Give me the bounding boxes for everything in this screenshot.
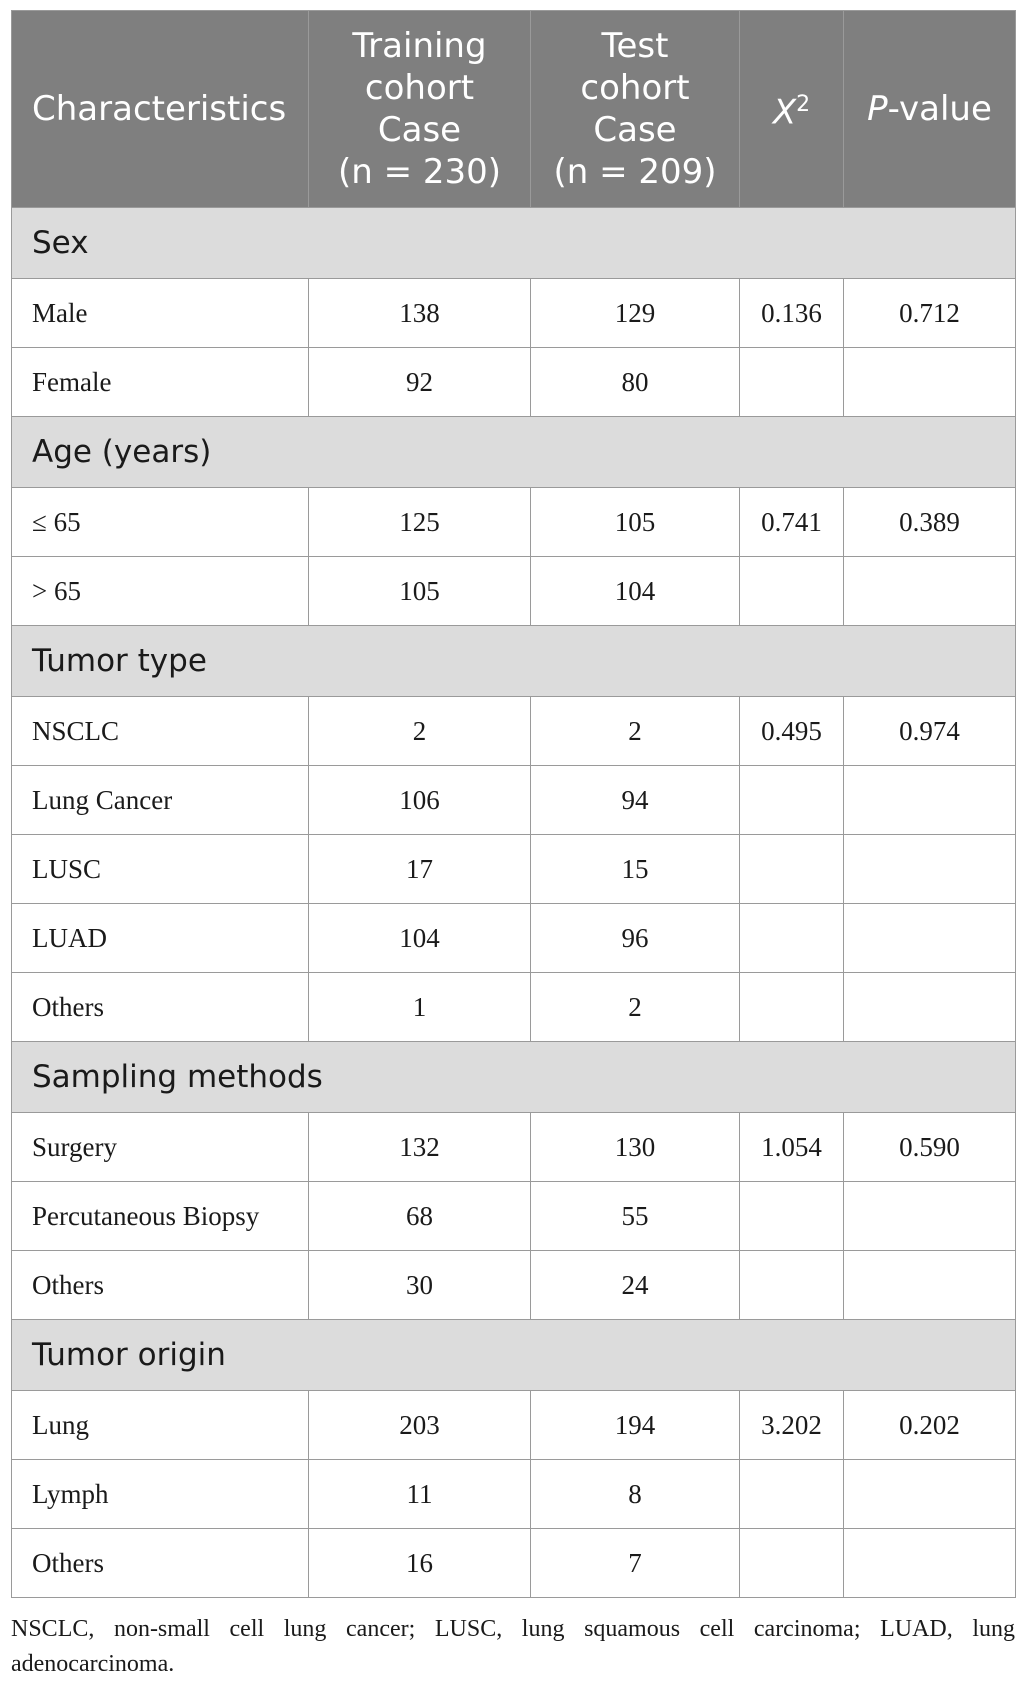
chi-square-value xyxy=(740,1182,844,1251)
table-row xyxy=(12,973,1016,1042)
table-row xyxy=(12,1460,1016,1529)
header-test-line: Test xyxy=(601,26,669,66)
test-count: 104 xyxy=(531,557,740,626)
table-row xyxy=(12,1251,1016,1320)
test-count: 194 xyxy=(531,1391,740,1460)
test-count: 130 xyxy=(531,1113,740,1182)
header-test-line: Case xyxy=(593,110,677,150)
p-value: 0.590 xyxy=(844,1113,1016,1182)
table-body xyxy=(12,208,1016,1598)
table-row xyxy=(12,1391,1016,1460)
test-count: 55 xyxy=(531,1182,740,1251)
test-count: 105 xyxy=(531,488,740,557)
row-label: Lung Cancer xyxy=(12,766,309,835)
test-count: 94 xyxy=(531,766,740,835)
section-row xyxy=(12,1042,1016,1113)
row-label: Male xyxy=(12,279,309,348)
table-row xyxy=(12,1529,1016,1598)
p-value xyxy=(844,1460,1016,1529)
header-test-line: cohort xyxy=(580,68,690,108)
training-count: 132 xyxy=(309,1113,531,1182)
chi-square-value xyxy=(740,1529,844,1598)
table-row xyxy=(12,766,1016,835)
table-row xyxy=(12,1182,1016,1251)
header-row xyxy=(12,11,1016,208)
p-value xyxy=(844,904,1016,973)
section-row xyxy=(12,208,1016,279)
test-count: 80 xyxy=(531,348,740,417)
training-count: 2 xyxy=(309,697,531,766)
section-row xyxy=(12,1320,1016,1391)
training-count: 1 xyxy=(309,973,531,1042)
test-count: 7 xyxy=(531,1529,740,1598)
section-row xyxy=(12,417,1016,488)
p-value xyxy=(844,973,1016,1042)
chi-superscript: 2 xyxy=(796,92,811,118)
training-count: 138 xyxy=(309,279,531,348)
row-label: Others xyxy=(12,1529,309,1598)
header-training-cohort xyxy=(309,11,531,208)
test-count: 129 xyxy=(531,279,740,348)
test-count: 96 xyxy=(531,904,740,973)
header-characteristics: Characteristics xyxy=(12,11,309,208)
p-value xyxy=(844,835,1016,904)
training-count: 125 xyxy=(309,488,531,557)
row-label: LUSC xyxy=(12,835,309,904)
row-label: Others xyxy=(12,973,309,1042)
test-count: 8 xyxy=(531,1460,740,1529)
p-value xyxy=(844,766,1016,835)
header-p-value xyxy=(844,11,1016,208)
chi-square-value: 1.054 xyxy=(740,1113,844,1182)
p-value: 0.974 xyxy=(844,697,1016,766)
training-count: 17 xyxy=(309,835,531,904)
table-row xyxy=(12,697,1016,766)
p-suffix: -value xyxy=(887,89,992,129)
p-value: 0.202 xyxy=(844,1391,1016,1460)
training-count: 106 xyxy=(309,766,531,835)
characteristics-table xyxy=(11,10,1016,1598)
section-title: Age (years) xyxy=(12,417,1016,488)
table-row xyxy=(12,904,1016,973)
chi-symbol: X xyxy=(772,92,797,133)
table-footnote: NSCLC, non-small cell lung cancer; LUSC, lung squamous cell carcinoma; LUAD, lung adenocarcinoma. xyxy=(11,1616,1015,1677)
section-title: Tumor type xyxy=(12,626,1016,697)
section-title: Tumor origin xyxy=(12,1320,1016,1391)
chi-square-value xyxy=(740,835,844,904)
chi-square-value: 3.202 xyxy=(740,1391,844,1460)
chi-square-value: 0.741 xyxy=(740,488,844,557)
chi-square-value xyxy=(740,348,844,417)
p-value: 0.712 xyxy=(844,279,1016,348)
header-training-line: cohort xyxy=(364,68,475,108)
row-label: LUAD xyxy=(12,904,309,973)
chi-square-value xyxy=(740,1460,844,1529)
test-count: 15 xyxy=(531,835,740,904)
chi-square-value xyxy=(740,973,844,1042)
training-count: 105 xyxy=(309,557,531,626)
test-count: 24 xyxy=(531,1251,740,1320)
p-value xyxy=(844,348,1016,417)
training-count: 92 xyxy=(309,348,531,417)
test-count: 2 xyxy=(531,697,740,766)
row-label: Surgery xyxy=(12,1113,309,1182)
table-row xyxy=(12,835,1016,904)
row-label: Lymph xyxy=(12,1460,309,1529)
section-title: Sampling methods xyxy=(12,1042,1016,1113)
row-label: ≤ 65 xyxy=(12,488,309,557)
section-title: Sex xyxy=(12,208,1016,279)
chi-square-value xyxy=(740,904,844,973)
table-row xyxy=(12,1113,1016,1182)
test-count: 2 xyxy=(531,973,740,1042)
p-value xyxy=(844,1251,1016,1320)
p-value xyxy=(844,557,1016,626)
chi-square-value: 0.136 xyxy=(740,279,844,348)
training-count: 203 xyxy=(309,1391,531,1460)
row-label: Lung xyxy=(12,1391,309,1460)
training-count: 68 xyxy=(309,1182,531,1251)
chi-square-value xyxy=(740,557,844,626)
header-test-line: (n = 209) xyxy=(553,152,717,192)
header-training-line: Case xyxy=(377,110,462,150)
p-value: 0.389 xyxy=(844,488,1016,557)
training-count: 30 xyxy=(309,1251,531,1320)
row-label: Others xyxy=(12,1251,309,1320)
p-value xyxy=(844,1182,1016,1251)
table-container xyxy=(11,10,1015,1598)
row-label: Percutaneous Biopsy xyxy=(12,1182,309,1251)
training-count: 16 xyxy=(309,1529,531,1598)
row-label: NSCLC xyxy=(12,697,309,766)
header-chi-square xyxy=(740,11,844,208)
chi-square-value xyxy=(740,766,844,835)
table-row xyxy=(12,488,1016,557)
row-label: > 65 xyxy=(12,557,309,626)
table-row xyxy=(12,557,1016,626)
p-symbol: P xyxy=(867,89,888,129)
chi-square-value xyxy=(740,1251,844,1320)
chi-square-value: 0.495 xyxy=(740,697,844,766)
training-count: 11 xyxy=(309,1460,531,1529)
header-test-cohort xyxy=(531,11,740,208)
section-row xyxy=(12,626,1016,697)
row-label: Female xyxy=(12,348,309,417)
table-row xyxy=(12,348,1016,417)
header-training-line: Training xyxy=(352,26,487,66)
table-row xyxy=(12,279,1016,348)
header-training-line: (n = 230) xyxy=(337,152,502,192)
p-value xyxy=(844,1529,1016,1598)
training-count: 104 xyxy=(309,904,531,973)
